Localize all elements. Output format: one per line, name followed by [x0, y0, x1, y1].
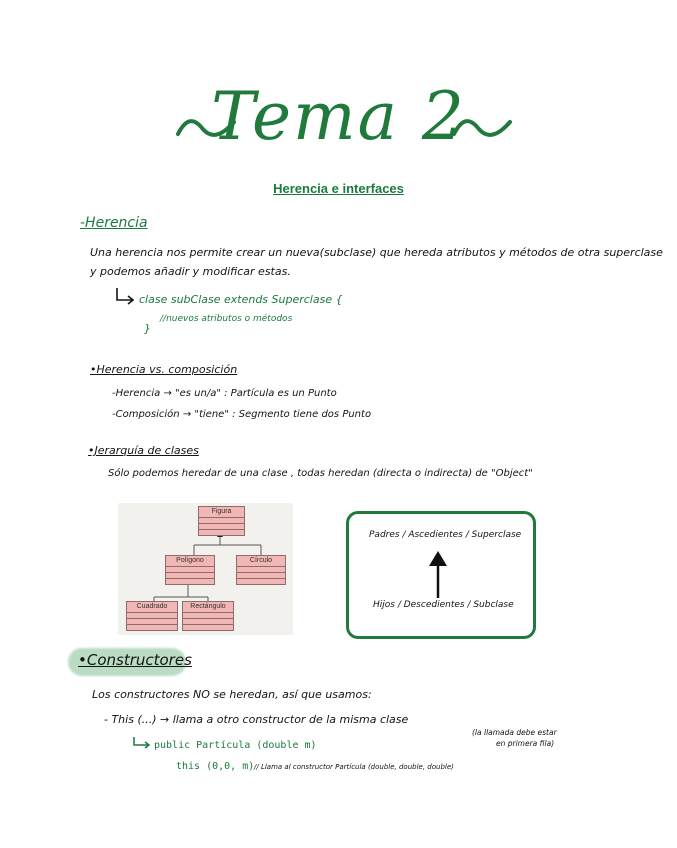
herencia-code-comment: //nuevos atributos o métodos — [160, 314, 293, 324]
section-heading-constructores: •Constructores — [78, 651, 192, 669]
constructores-note-line1: (la llamada debe estar — [472, 728, 557, 737]
section-heading-herencia-vs-composicion: •Herencia vs. composición — [90, 363, 238, 376]
uml-box-circulo — [236, 555, 286, 585]
uml-class-diagram-photo — [118, 503, 293, 635]
corner-arrow-icon-2 — [132, 736, 152, 750]
section-heading-jerarquia: •Jerarquía de clases — [88, 444, 199, 457]
uml-label-circulo: Círculo — [249, 557, 273, 564]
herencia-paragraph-line1: Una herencia nos permite crear un nueva(subclase) que hereda atributos y métodos de otra superclase — [90, 246, 663, 259]
uml-label-cuadrado: Cuadrado — [136, 603, 168, 610]
herencia-vs-line2: -Composición → "tiene" : Segmento tiene dos Punto — [112, 409, 372, 420]
hierarchy-direction-box — [346, 511, 536, 639]
page-subtitle: Herencia e interfaces — [273, 181, 404, 196]
corner-arrow-icon — [114, 287, 136, 305]
uml-label-rectangulo: Rectángulo — [190, 603, 226, 610]
constructores-this-line: - This (...) → llama a otro constructor de la misma clase — [104, 713, 409, 726]
up-arrow-icon — [425, 550, 451, 600]
herencia-vs-line1: -Herencia → "es un/a" : Partícula es un Punto — [112, 388, 337, 399]
uml-box-poligono — [165, 555, 215, 585]
section-heading-herencia: -Herencia — [80, 215, 148, 231]
constructores-note-line2: en primera fila) — [496, 739, 555, 748]
constructores-code-line2: this (0,0, m) — [176, 761, 255, 772]
constructores-code-line1: public Partícula (double m) — [154, 740, 317, 751]
uml-box-figura — [198, 506, 245, 536]
page-title: Tema 2 — [211, 78, 466, 155]
jerarquia-paragraph: Sólo podemos heredar de una clase , todas heredan (directa o indirecta) de "Object" — [108, 468, 533, 479]
constructores-code-comment: // Llama al constructor Partícula (double, double, double) — [254, 763, 454, 771]
constructores-paragraph: Los constructores NO se heredan, así que usamos: — [92, 688, 372, 701]
herencia-paragraph-line2: y podemos añadir y modificar estas. — [90, 265, 291, 278]
uml-box-cuadrado — [126, 601, 178, 631]
uml-box-rectangulo — [182, 601, 234, 631]
uml-label-figura: Figura — [211, 508, 232, 515]
hierarchy-box-bottom-label: Hijos / Descedientes / Subclase — [373, 600, 514, 610]
hierarchy-box-top-label: Padres / Ascedientes / Superclase — [369, 530, 522, 540]
herencia-code-close: } — [144, 322, 151, 335]
herencia-code-line: clase subClase extends Superclase { — [139, 293, 343, 306]
uml-label-poligono: Polígono — [176, 557, 204, 564]
